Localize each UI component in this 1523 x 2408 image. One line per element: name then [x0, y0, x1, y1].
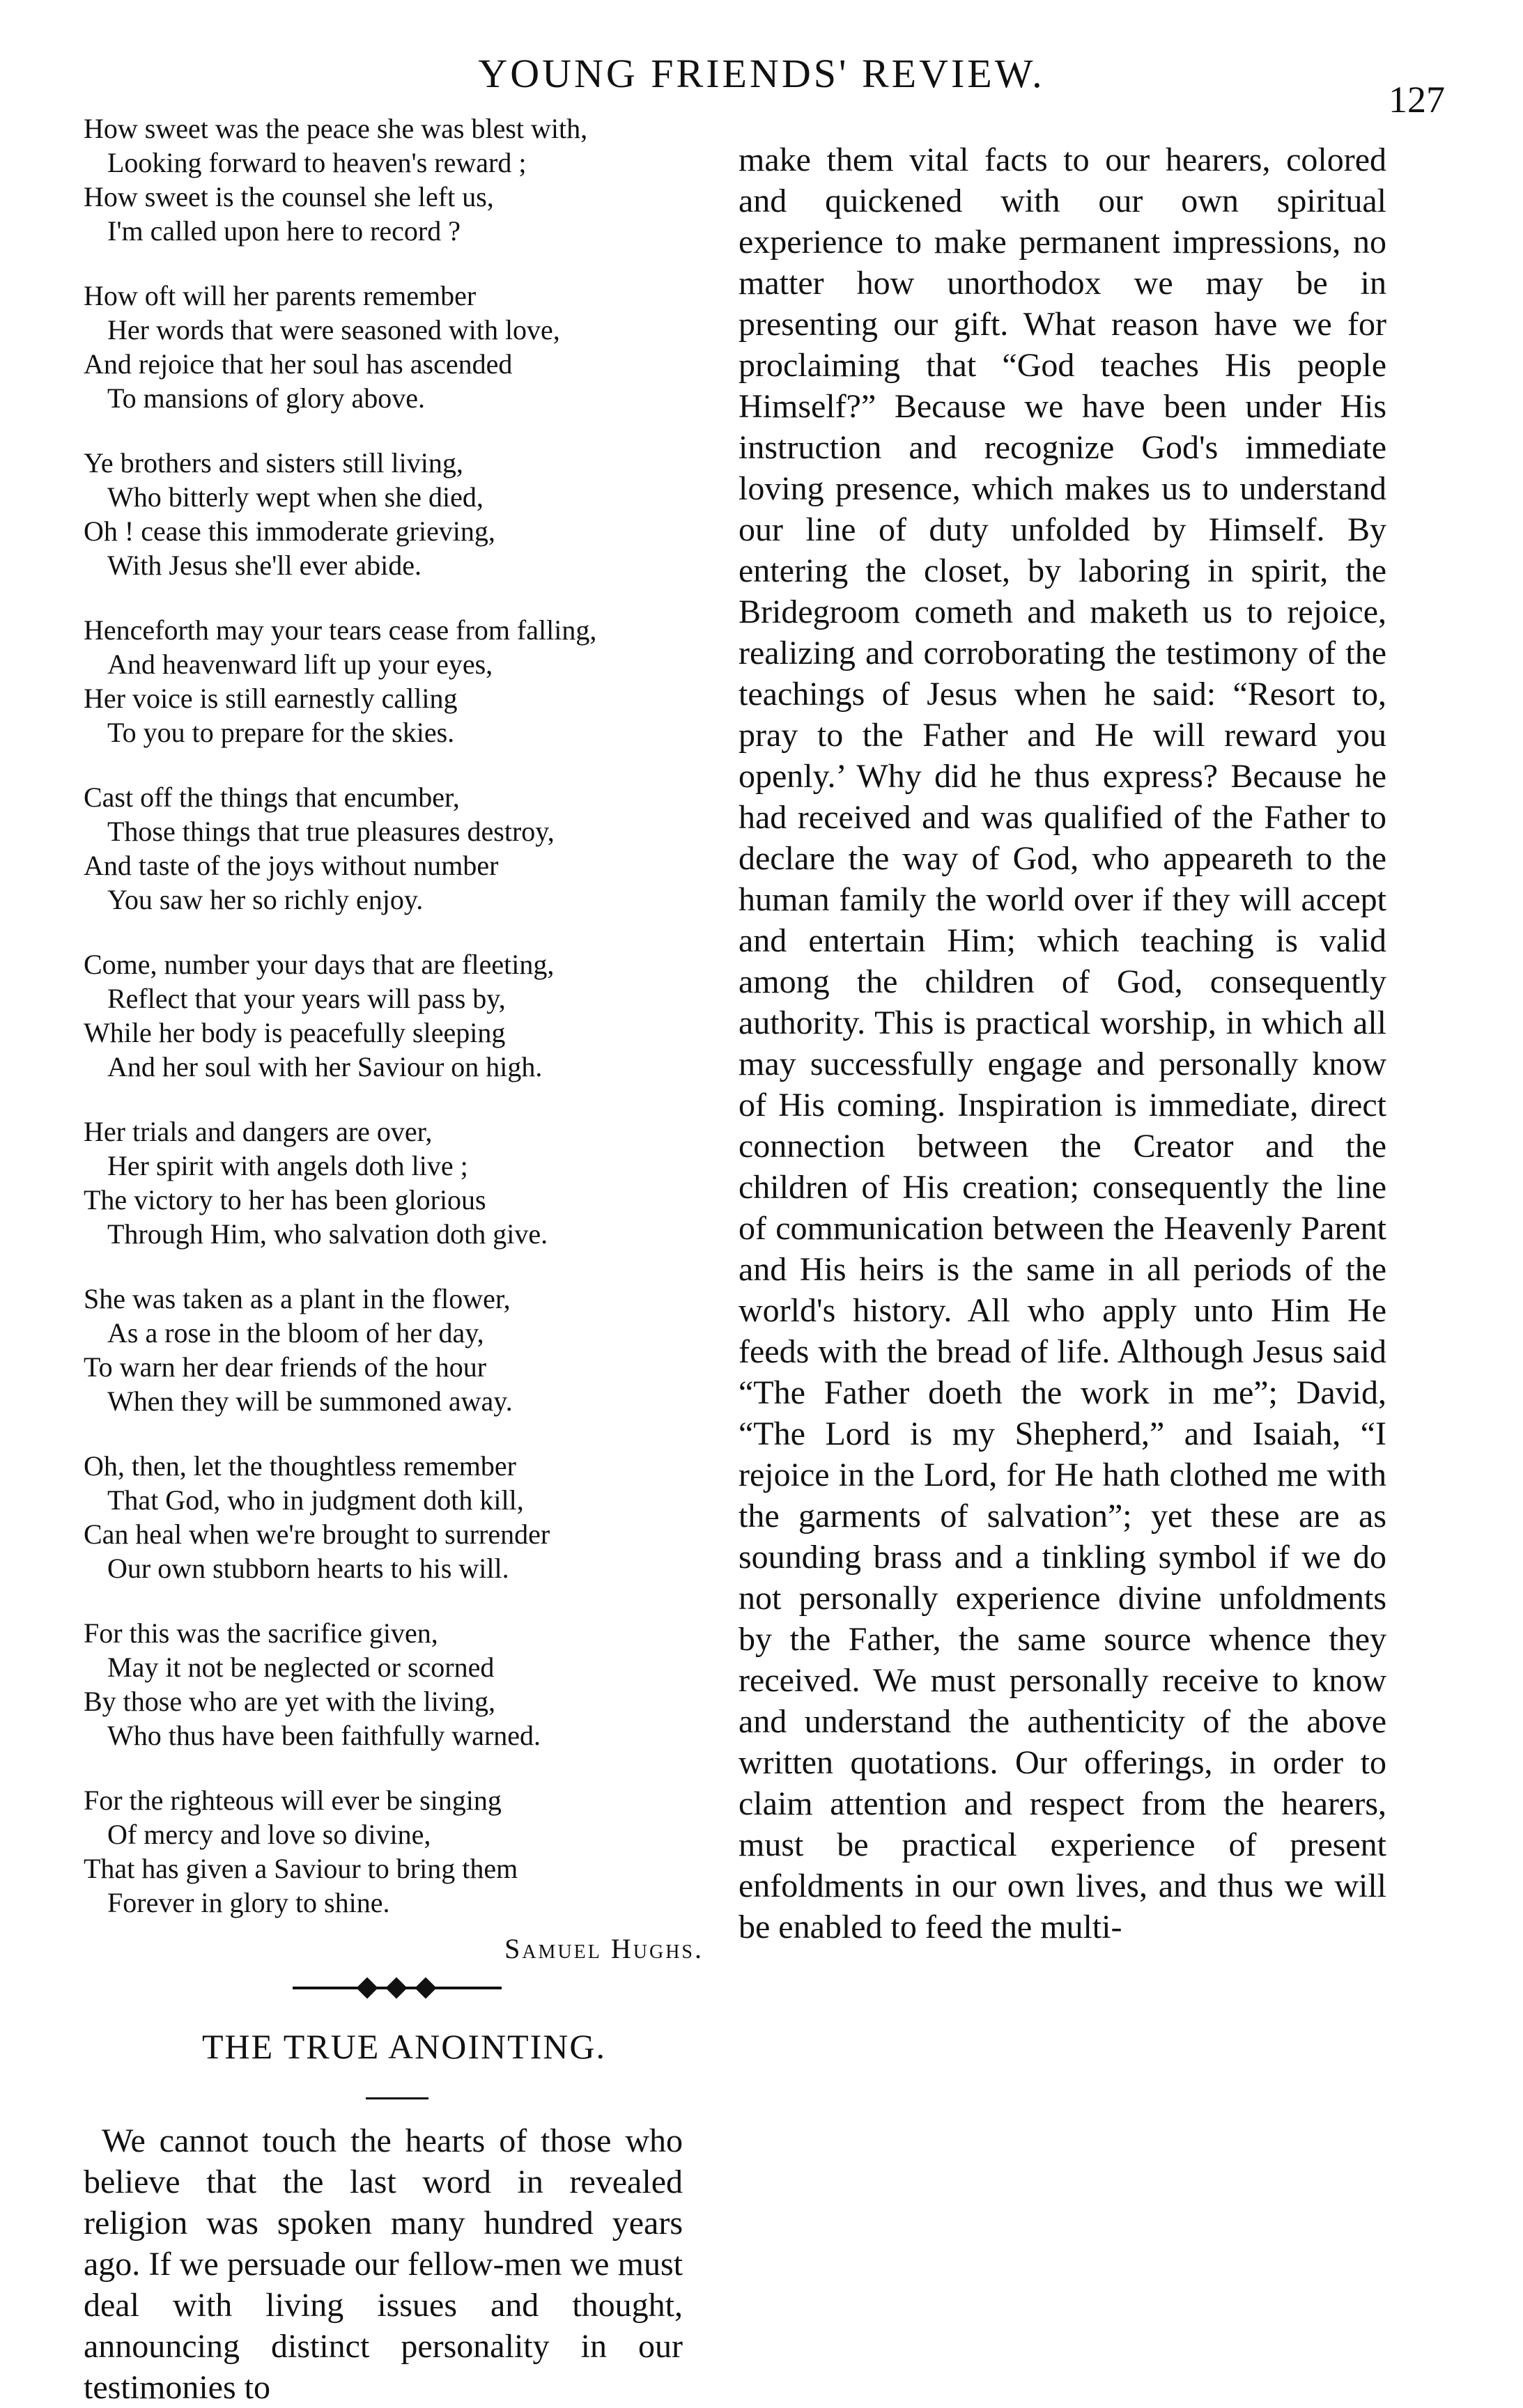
poem-stanza: [84, 1783, 752, 1920]
poem-line: Can heal when we're brought to surrender: [84, 1518, 550, 1550]
poem-stanza: [84, 111, 752, 248]
poem-line: Her trials and dangers are over,: [84, 1116, 433, 1147]
poem-line: May it not be neglected or scorned: [107, 1652, 495, 1683]
poem-line: Cast off the things that encumber,: [84, 782, 460, 813]
poem-line: How sweet was the peace she was blest with,: [84, 113, 588, 144]
poem-line: Henceforth may your tears cease from falling,: [84, 614, 597, 646]
poem-line: Her words that were seasoned with love,: [107, 314, 560, 345]
section-ornament: [293, 1978, 502, 1998]
article-text-right: make them vital facts to our hearers, colored and quickened with our own spiritual experience to make permanent impressions, no matter how unorthodox we may be in presenting our gift. What reason have we for proclaiming that “God teaches His people Himself?” Because we have been under His instruction and recognize God's immediate loving presence, which makes us to understand our line of duty unfolded by Himself. By entering the closet, by laboring in spirit, the Bridegroom cometh and maketh us to rejoice, realizing and corroborating the testimony of the teachings of Jesus when he said: “Resort to, pray to the Father and He will reward you openly.’ Why did he thus express? Because he had received and was qualified of the Father to declare the way of God, who appeareth to the human family the world over if they will accept and entertain Him; which teaching is valid among the children of God, consequently authority. This is practical worship, in which all may successfully engage and personally know of His coming. Inspiration is immediate, direct connection between the Creator and the children of His creation; consequently the line of communication between the Heavenly Parent and His heirs is the same in all periods of the world's history. All who apply unto Him He feeds with the bread of life. Although Jesus said “The Father doeth the work in me”; David, “The Lord is my Shepherd,” and Isaiah, “I rejoice in the Lord, for He hath clothed me with the garments of salvation”; yet these are as sounding brass and a tinkling symbol if we do not personally experience divine unfoldments by the Father, the same source whence they received. We must personally receive to know and understand the authenticity of the above written quotations. Our offerings, in order to claim attention and respect from the hearers, must be practical experience of present enfoldments in our own lives, and thus we will be enabled to feed the multi-: [739, 141, 1386, 1945]
poem-stanza: [84, 446, 752, 582]
poem-line: To you to prepare for the skies.: [107, 717, 455, 748]
poem-line: Ye brothers and sisters still living,: [84, 447, 463, 479]
poem-line: As a rose in the bloom of her day,: [107, 1317, 484, 1349]
ornament-diamond: [356, 1977, 378, 1998]
poem-line: You saw her so richly enjoy.: [107, 884, 424, 915]
poem-line: With Jesus she'll ever abide.: [107, 550, 422, 581]
poem-stanza: [84, 279, 752, 415]
poem-line: When they will be summoned away.: [107, 1385, 513, 1417]
poem-line: How sweet is the counsel she left us,: [84, 181, 494, 212]
poem-line: And her soul with her Saviour on high.: [107, 1051, 543, 1082]
poem-line: Her spirit with angels doth live ;: [107, 1150, 468, 1181]
page-number: 127: [1389, 79, 1445, 121]
article-title: THE TRUE ANOINTING.: [201, 2027, 607, 2066]
poem-line: Reflect that your years will pass by,: [107, 983, 506, 1014]
poem-line: I'm called upon here to record ?: [107, 215, 461, 247]
poem-stanza: [84, 1114, 752, 1251]
poem-author: Samuel Hughs.: [504, 1933, 704, 1964]
poem-line: That has given a Saviour to bring them: [84, 1853, 518, 1884]
poem-line: Those things that true pleasures destroy,: [107, 816, 555, 847]
poem-stanza: [84, 1616, 752, 1753]
poem-line: How oft will her parents remember: [84, 280, 477, 311]
poem-line: By those who are yet with the living,: [84, 1686, 496, 1717]
poem-line: Oh, then, let the thoughtless remember: [84, 1450, 516, 1482]
poem-line: That God, who in judgment doth kill,: [107, 1484, 524, 1516]
poem-line: For the righteous will ever be singing: [84, 1785, 502, 1816]
poem-line: The victory to her has been glorious: [84, 1184, 486, 1215]
poem-line: Who thus have been faithfully warned.: [107, 1720, 541, 1751]
poem-line: To warn her dear friends of the hour: [84, 1351, 487, 1383]
poem-line: Looking forward to heaven's reward ;: [107, 147, 527, 178]
title-rule: [366, 2097, 428, 2099]
right-column: [739, 139, 1407, 1948]
poem-line: Her voice is still earnestly calling: [84, 683, 458, 714]
poem-stanza: [84, 613, 752, 749]
poem-line: Forever in glory to shine.: [107, 1887, 390, 1918]
poem-line: And heavenward lift up your eyes,: [107, 648, 493, 680]
poem-line: Through Him, who salvation doth give.: [107, 1218, 548, 1250]
article-text-left: We cannot touch the hearts of those who believe that the last word in revealed religion was spoken many hundred years ago. If we persuade our fellow-men we must deal with living issues and thought, announcing distinct personality in our testimonies to: [84, 2122, 683, 2406]
poem-line: To mansions of glory above.: [107, 382, 426, 414]
poem: [84, 111, 752, 1920]
poem-line: Who bitterly wept when she died,: [107, 481, 484, 513]
poem-line: While her body is peacefully sleeping: [84, 1017, 506, 1048]
poem-line: And rejoice that her soul has ascended: [84, 348, 513, 380]
running-head: YOUNG FRIENDS' REVIEW.: [478, 51, 1045, 96]
poem-line: Of mercy and love so divine,: [107, 1819, 431, 1850]
poem-line: She was taken as a plant in the flower,: [84, 1283, 511, 1314]
ornament-diamond: [415, 1977, 436, 1998]
ornament-diamond: [385, 1977, 407, 1998]
poem-stanza: [84, 947, 752, 1084]
poem-line: For this was the sacrifice given,: [84, 1617, 438, 1649]
poem-line: And taste of the joys without number: [84, 850, 499, 881]
poem-stanza: [84, 780, 752, 917]
poem-line: Oh ! cease this immoderate grieving,: [84, 515, 495, 547]
poem-line: Our own stubborn hearts to his will.: [107, 1553, 509, 1584]
left-column: [84, 111, 752, 2408]
poem-line: Come, number your days that are fleeting,: [84, 949, 555, 980]
poem-stanza: [84, 1449, 752, 1585]
poem-stanza: [84, 1282, 752, 1418]
